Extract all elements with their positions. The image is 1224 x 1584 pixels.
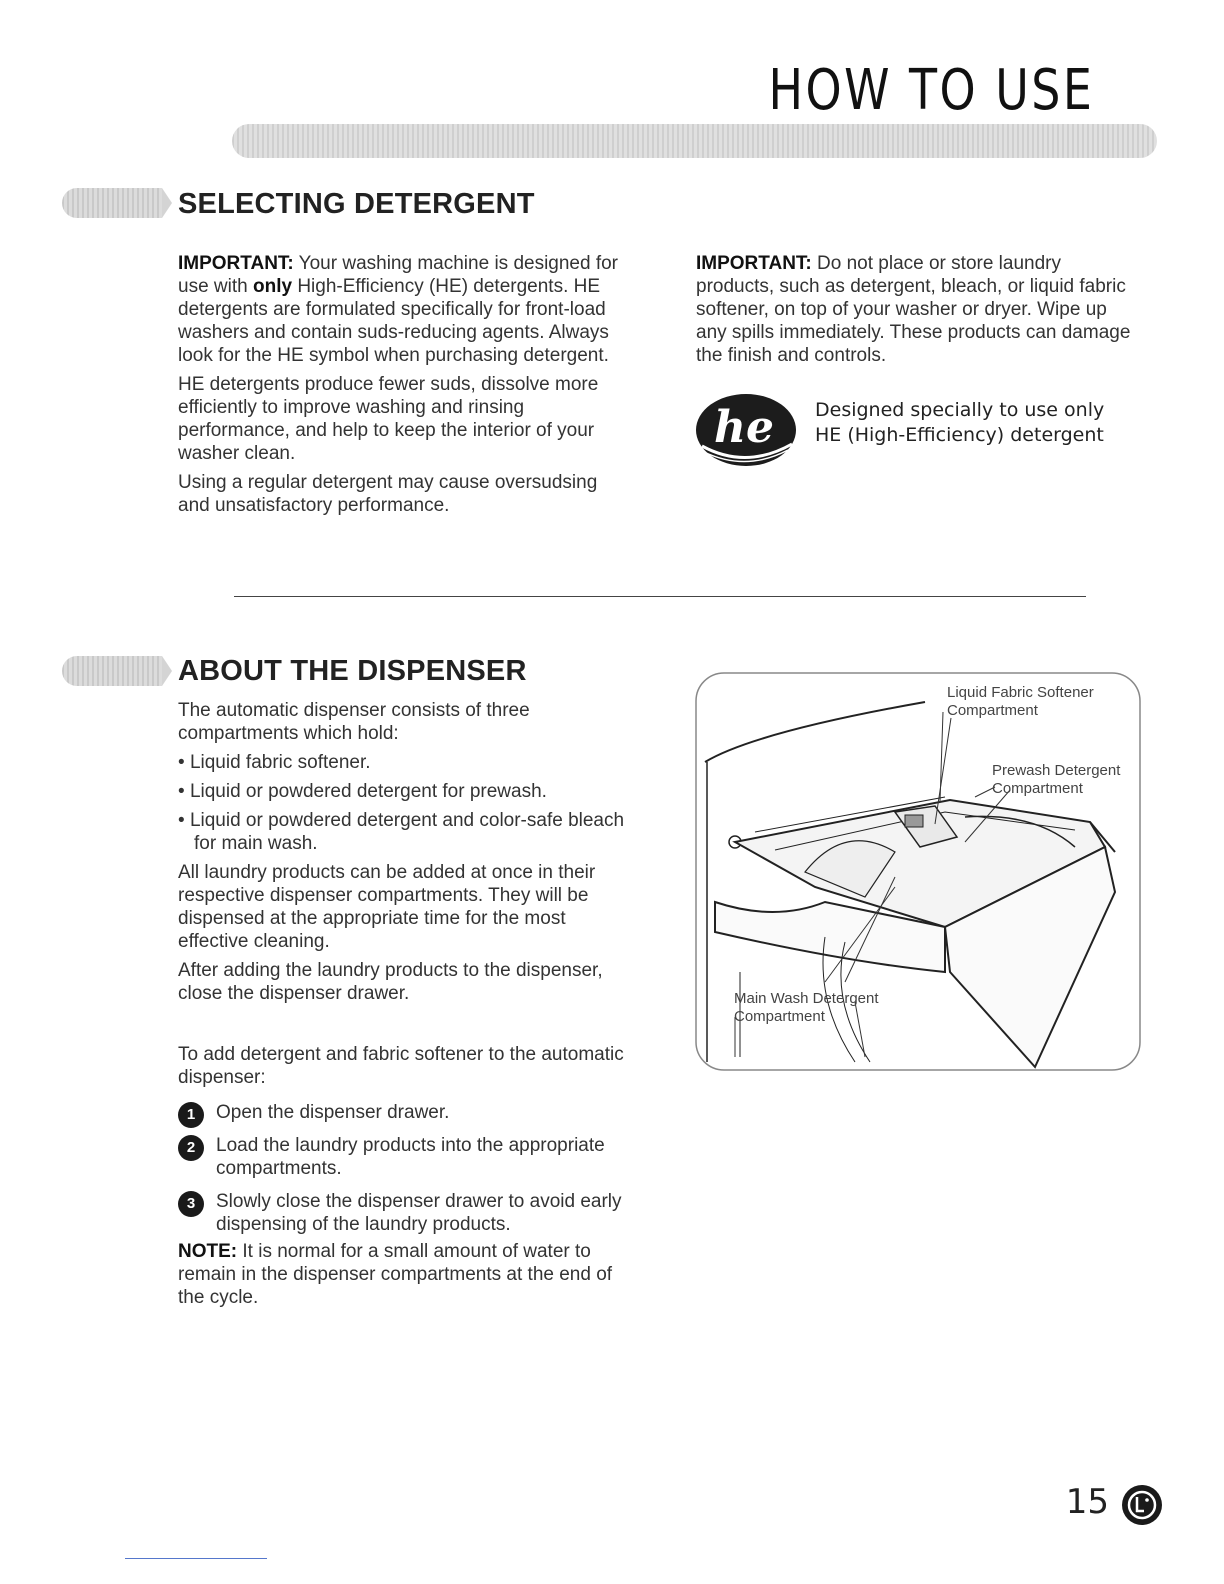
important-paragraph-storage [696, 252, 1136, 367]
regular-detergent-warning: Using a regular detergent may cause oversudsing and unsatisfactory performance. [178, 472, 598, 516]
dispenser-intro: The automatic dispenser consists of three compartments which hold: [178, 700, 530, 744]
he-logo-icon [694, 392, 798, 468]
label-line: Liquid Fabric Softener [947, 684, 1094, 701]
heading-about-dispenser: ABOUT THE DISPENSER [178, 655, 527, 687]
section-divider [234, 596, 1086, 597]
important-text-a: Your washing machine is designed for use with [178, 253, 619, 297]
note-label: NOTE: [178, 1241, 238, 1262]
step-text: Open the dispenser drawer. [216, 1102, 450, 1123]
step-text: Slowly close the dispenser drawer to avoid early dispensing of the laundry products. [216, 1191, 622, 1235]
important-paragraph-he [178, 252, 630, 367]
step-2 [178, 1134, 630, 1180]
footer-rule [125, 1558, 267, 1559]
step-text: Load the laundry products into the appropriate compartments. [216, 1135, 605, 1179]
selecting-right-column [696, 252, 1136, 367]
step-3 [178, 1190, 630, 1236]
important-storage-text: Do not place or store laundry products, such as detergent, bleach, or liquid fabric softener, on top of your washer or dryer. Wipe up any spills immediately. These products can damage the finish and controls. [696, 253, 1131, 366]
step-number-icon: 1 [178, 1102, 204, 1128]
section-marker [62, 656, 162, 686]
important-text-b: High-Efficiency (HE) detergents. HE detergents are formulated specifically for front-load washers and contain suds-reducing agents. Always look for the HE symbol when purchasing detergent. [178, 276, 609, 366]
selecting-left-column [178, 252, 630, 517]
page-title: HOW TO USE [768, 58, 1094, 123]
he-caption-line1: Designed specially to use only [815, 399, 1105, 421]
page-number: 15 [1065, 1482, 1109, 1522]
label-line: Compartment [992, 780, 1083, 797]
lg-logo-icon [1122, 1485, 1162, 1525]
note-text: It is normal for a small amount of water to remain in the dispenser compartments at the end of the cycle. [178, 1241, 613, 1308]
only-emphasis: only [252, 276, 293, 297]
dispenser-close-drawer: After adding the laundry products to the dispenser, close the dispenser drawer. [178, 960, 603, 1004]
list-item: • Liquid or powdered detergent and color-safe bleach for main wash. [178, 809, 630, 855]
he-caption-line2: HE (High-Efficiency) detergent [815, 424, 1104, 446]
list-item: • Liquid or powdered detergent for prewash. [178, 780, 630, 803]
label-liquid-fabric-softener [947, 684, 1094, 720]
label-line: Prewash Detergent [992, 762, 1121, 779]
he-caption [815, 398, 1104, 448]
step-number-icon: 2 [178, 1135, 204, 1161]
he-benefits-paragraph: HE detergents produce fewer suds, dissolve more efficiently to improve washing and rinsing performance, and help to keep the interior of your washer clean. [178, 374, 599, 464]
dispenser-left-column [178, 699, 630, 1309]
note-paragraph [178, 1240, 630, 1309]
dispenser-diagram [695, 672, 1141, 1072]
label-line: Compartment [947, 702, 1038, 719]
label-line: Compartment [734, 1008, 825, 1025]
important-label: IMPORTANT: [696, 253, 812, 274]
step-number-icon: 3 [178, 1191, 204, 1217]
label-prewash-detergent [992, 762, 1120, 798]
dispenser-all-at-once: All laundry products can be added at once in their respective dispenser compartments. They will be dispensed at the appropriate time for the most effective cleaning. [178, 862, 596, 952]
step-1 [178, 1101, 630, 1124]
list-item: • Liquid fabric softener. [178, 751, 630, 774]
heading-selecting-detergent: SELECTING DETERGENT [178, 188, 535, 220]
important-label: IMPORTANT: [178, 253, 294, 274]
title-bar [232, 124, 1157, 158]
he-logo-text: he [714, 402, 774, 453]
section-marker [62, 188, 162, 218]
label-main-wash-detergent [734, 990, 879, 1026]
label-line: Main Wash Detergent [734, 990, 879, 1007]
dispenser-to-add: To add detergent and fabric softener to the automatic dispenser: [178, 1044, 624, 1088]
